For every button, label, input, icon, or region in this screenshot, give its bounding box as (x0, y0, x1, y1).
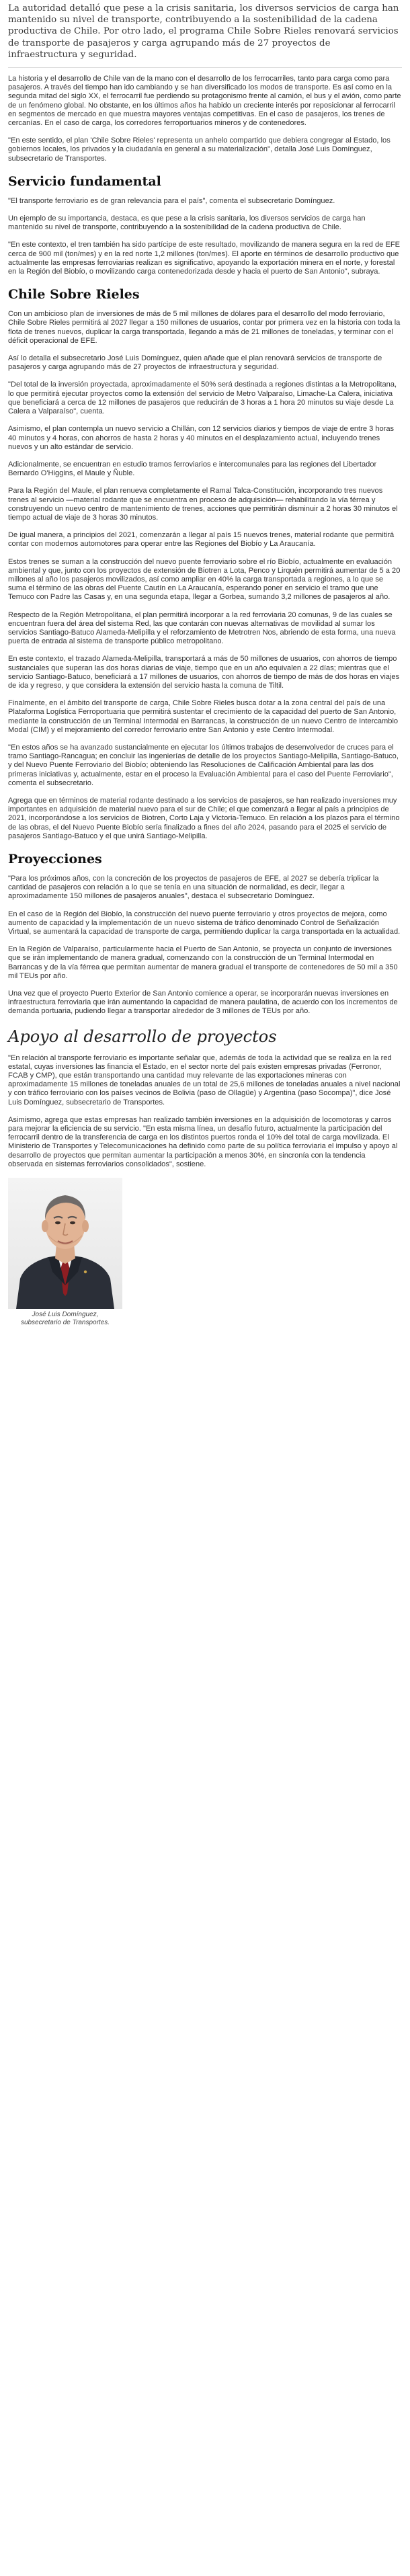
caption-name: José Luis Domínguez, (32, 1311, 99, 1319)
intro-paragraph: La historia y el desarrollo de Chile van de la mano con el desarrollo de los ferrocarriles, tanto para carga como para pasajeros. A través del tiempo han ido cambiando y se han diversificado los modos de transporte. Es así como en la segunda mitad del siglo XX, el ferrocarril fue perdiendo su protagonismo frente al camión, el bus y el avión, como parte de un fenómeno global. No obstante, en los últimos años ha habido un creciente interés por reposicionar al ferrocarril en segmentos de mercado en que muestra mayores ventajas competitivas. En el caso de pasajeros, los trenes de cercanías. En el caso de carga, los corredores ferroportuarios mineros y de contenedores. (8, 75, 401, 128)
paragraph: Estos trenes se suman a la construcción del nuevo puente ferroviario sobre el río Biobío, actualmente en evaluación ambiental y que, junto con los proyectos de extensión de Biotren a Lota, Penco y Lirquén permitirá aumentar de 5 a 20 millones al año los pasajeros movilizados, así como ampliar en 40% la carga transportada a regiones, a lo que se suma el término de las obras del Puente Cautín en La Araucanía, esperando poner en servicio el tramo que une Temuco con Padre las Casas y, en una segunda etapa, llegar a Gorbea, sumando 3,2 millones de pasajeros al año. (8, 557, 401, 602)
paragraph: "En relación al transporte ferroviario es importante señalar que, además de toda la actividad que se realiza en la red estatal, cuyas inversiones las financia el Estado, en el sector norte del país existen empresas privadas (Ferronor, FCAB y CMP), que están transportando una cantidad muy relevante de las exportaciones mineras con aproximadamente 15 millones de toneladas anuales de un total de 25,6 millones de toneladas anuales a nivel nacional y con tráfico ferroviario con los países vecinos de Bolivia (paso de Ollagüe) y Argentina (paso Socompa)", dice José Luis Domínguez, subsecretario de Transportes. (8, 1053, 401, 1106)
paragraph: Una vez que el proyecto Puerto Exterior de San Antonio comience a operar, se incorporarán nuevas inversiones en infraestructura ferroviaria que irán aumentando la capacidad de manera paulatina, de acuerdo con los incrementos de demanda portuaria, pudiendo llegar a transportar alrededor de 3 millones de TEUs por año. (8, 990, 398, 1016)
article-lead: La autoridad detalló que pese a la crisis sanitaria, los diversos servicios de carga han mantenido su nivel de transporte, contribuyendo a la sostenibilidad de la cadena productiva de Chile. Por otro lado, el programa Chile Sobre Rieles renovará servicios de transporte de pasajeros y carga agrupando más de 27 proyectos de infraestructura y seguridad. (8, 3, 399, 60)
paragraph: Así lo detalla el subsecretario José Luis Domínguez, quien añade que el plan renovará servicios de transporte de pasajeros y carga agrupando más de 27 proyectos de infraestructura y seguridad. (8, 354, 382, 372)
article (8, 0, 402, 1327)
paragraph: Para la Región del Maule, el plan renueva completamente el Ramal Talca-Constitución, incorporando tres nuevos trenes al servicio —material rodante que se encuentra en proceso de adquisición— rehabilitando la vía férrea y construyendo un nuevo centro de mantenimiento de trenes, acciones que permitirán disminuir a 2 horas 30 minutos el tiempo actual de viaje de 3 horas 30 minutos. (8, 487, 398, 522)
paragraph: "En estos años se ha avanzado sustancialmente en ejecutar los últimos trabajos de desenvolvedor de cruces para el tramo Santiago-Rancagua; en concluir las ingenierías de detalle de los proyectos Santiago-Melipilla, Santiago-Batuco, y del Nuevo Puente Ferroviario del Biobío; obteniendo las Resoluciones de Calificación Ambiental para las dos primeras iniciativas y, actualmente, estar en el proceso la Evaluación Ambiental para el caso del Puente Ferroviario", comenta el subsecretario. (8, 743, 399, 787)
paragraph: Asimismo, agrega que estas empresas han realizado también inversiones en la adquisición de locomotoras y carros para mejorar la eficiencia de su servicio. "En esta misma línea, un desafío futuro, actualmente la participación del ferrocarril dentro de la transferencia de carga en los distintos puertos ronda el 10% del total de carga movilizada. El Ministerio de Transportes y Telecomunicaciones ha definido como parte de su política ferroviaria el impulso y apoyo al desarrollo de proyectos que permitan aumentar la participación a menos 30%, en sincronía con la tendencia observada en sistemas ferroviarios consolidados", sostiene. (8, 1115, 398, 1168)
paragraph: En el caso de la Región del Biobío, la construcción del nuevo puente ferroviario y otros proyectos de mejora, como aumento de capacidad y la implementación de un nuevo sistema de tráfico denominado Control de Señalización Virtual, se aumentará la capacidad de transporte de carga, permitiendo duplicar la carga transportada en la actualidad. (8, 910, 401, 936)
paragraph: Respecto de la Región Metropolitana, el plan permitirá incorporar a la red ferroviaria 20 comunas, 9 de las cuales se encuentran fuera del área del sistema Red, las que contarán con nuevas alternativas de movilidad al sumar los servicios Santiago-Batuco Alameda-Melipilla y el reforzamiento de Metrotren Nos, abriendo de esta forma, una nueva puerta de entrada al sistema de transporte público metropolitano. (8, 610, 396, 646)
photo-caption (8, 1311, 122, 1327)
divider (8, 67, 402, 68)
paragraph: "Del total de la inversión proyectada, aproximadamente el 50% será destinada a regiones distintas a la Metropolitana, lo que permitirá ejecutar proyectos como la extensión del servicio de Metro Valparaíso, Limache-La Calera, iniciativa que beneficiará a cerca de 12 millones de pasajeros que reducirán de 3 horas a 1 hora 20 minutos su viaje desde La Calera a Valparaíso", cuenta. (8, 380, 397, 416)
portrait-figure (8, 1178, 122, 1327)
paragraph: En la Región de Valparaíso, particularmente hacia el Puerto de San Antonio, se proyecta un conjunto de inversiones que se irán implementando de manera gradual, comenzando con la construcción de un Terminal Intermodal en Barrancas y de la vía férrea que permitan aumentar de manera gradual el transporte de contenedores de 50 mil a 350 mil TEUs por año. (8, 945, 398, 980)
portrait-photo-icon (8, 1178, 122, 1309)
paragraph: "El transporte ferroviario es de gran relevancia para el país", comenta el subsecretario Domínguez. (8, 196, 335, 205)
paragraph: Con un ambicioso plan de inversiones de más de 5 mil millones de dólares para el desarrollo del modo ferroviario, Chile Sobre Rieles permitirá al 2027 llegar a 150 millones de usuarios, contar por primera vez en la historia con toda la flota de trenes nuevos, duplicar la carga transportada, llegando a más de 21 millones de toneladas, y terminar con el déficit operacional de EFE. (8, 310, 401, 345)
caption-role: subsecretario de Transportes. (20, 1319, 110, 1327)
paragraph: En este contexto, el trazado Alameda-Melipilla, transportará a más de 50 millones de usuarios, con ahorros de tiempo sustanciales que superan las dos horas diarias de viaje, tiempo que en un año equivalen a 22 días; mientras que el servicio Santiago-Batuco, beneficiará a 17 millones de usuarios, con ahorros de tiempo de más de dos horas en viajes de ida y regreso, y que considera la extensión del servicio hasta la comuna de Tiltil. (8, 655, 400, 690)
paragraph: Adicionalmente, se encuentran en estudio tramos ferroviarios e intercomunales para las regiones del Libertador Bernardo O'Higgins, el Maule y Ñuble. (8, 460, 377, 478)
paragraph: Un ejemplo de su importancia, destaca, es que pese a la crisis sanitaria, los diversos servicios de carga han mantenido su nivel de transporte, contribuyendo a la sostenibilidad de la cadena productiva de Chile. (8, 214, 366, 232)
section-heading-chile-sobre-rieles: Chile Sobre Rieles (8, 287, 140, 303)
section-heading-apoyo: Apoyo al desarrollo de proyectos (8, 1027, 277, 1046)
paragraph: Agrega que en términos de material rodante destinado a los servicios de pasajeros, se han realizado inversiones muy importantes en adquisición de material nuevo para el sur de Chile; el que comenzará a llegar al país a principios de 2021, incorporándose a los servicios de Biotren, Corto Laja y Victoria-Temuco. En relación a los plazos para el término de las obras, el del Nuevo Puente Biobío sería finalizado a fines del año 2024, pasando para el 2025 el servicio de pasajeros Santiago-Batuco y el que unirá Santiago-Melipilla. (8, 797, 400, 840)
intro-paragraph: "En este sentido, el plan 'Chile Sobre Rieles' representa un anhelo compartido que debiera congregar al Estado, los gobiernos locales, los privados y la ciudadanía en general a su materialización", detalla José Luis Domínguez, subsecretario de Transportes. (8, 136, 391, 163)
paragraph: "En este contexto, el tren también ha sido partícipe de este resultado, movilizando de manera segura en la red de EFE cerca de 900 mil (ton/mes) y en la red norte 1,2 millones (ton/mes). El aporte en términos de desarrollo productivo que actualmente las empresas ferroviarias realizan es significativo, apoyando la exportación minera en el norte, y forestal en la Región del Biobío, o movilizando carga contenedorizada desde y hacia el puerto de San Antonio", subraya. (8, 241, 401, 276)
paragraph: Finalmente, en el ámbito del transporte de carga, Chile Sobre Rieles busca dotar a la zona central del país de una Plataforma Logística Ferroportuaria que permitirá sustentar el crecimiento de la capacidad del puerto de San Antonio, mediante la construcción de un Terminal Intermodal en Barrancas, la construcción de un nuevo Centro de Intercambio Modal (CIM) y el mejoramiento del corredor ferroviario entre San Antonio y este Centro Intermodal. (8, 699, 399, 734)
paragraph: De igual manera, a principios del 2021, comenzarán a llegar al país 15 nuevos trenes, material rodante que permitirá contar con modernos automotores para operar entre las Regiones del Biobío y La Araucanía. (8, 531, 395, 549)
paragraph: "Para los próximos años, con la concreción de los proyectos de pasajeros de EFE, al 2027 se debería triplicar la cantidad de pasajeros con relación a lo que se tenía en una situación de normalidad, es decir, llegar a aproximadamente 150 millones de pasajeros anuales", destaca el subsecretario Domínguez. (8, 875, 379, 901)
paragraph: Asimismo, el plan contempla un nuevo servicio a Chillán, con 12 servicios diarios y tiempos de viaje de entre 3 horas 40 minutos y 4 horas, con ahorros de hasta 2 horas y 40 minutos en el desplazamiento actual, incluyendo trenes nuevos y un alto estándar de servicio. (8, 425, 395, 451)
section-heading-proyecciones: Proyecciones (8, 852, 102, 867)
section-heading-servicio: Servicio fundamental (8, 173, 161, 189)
